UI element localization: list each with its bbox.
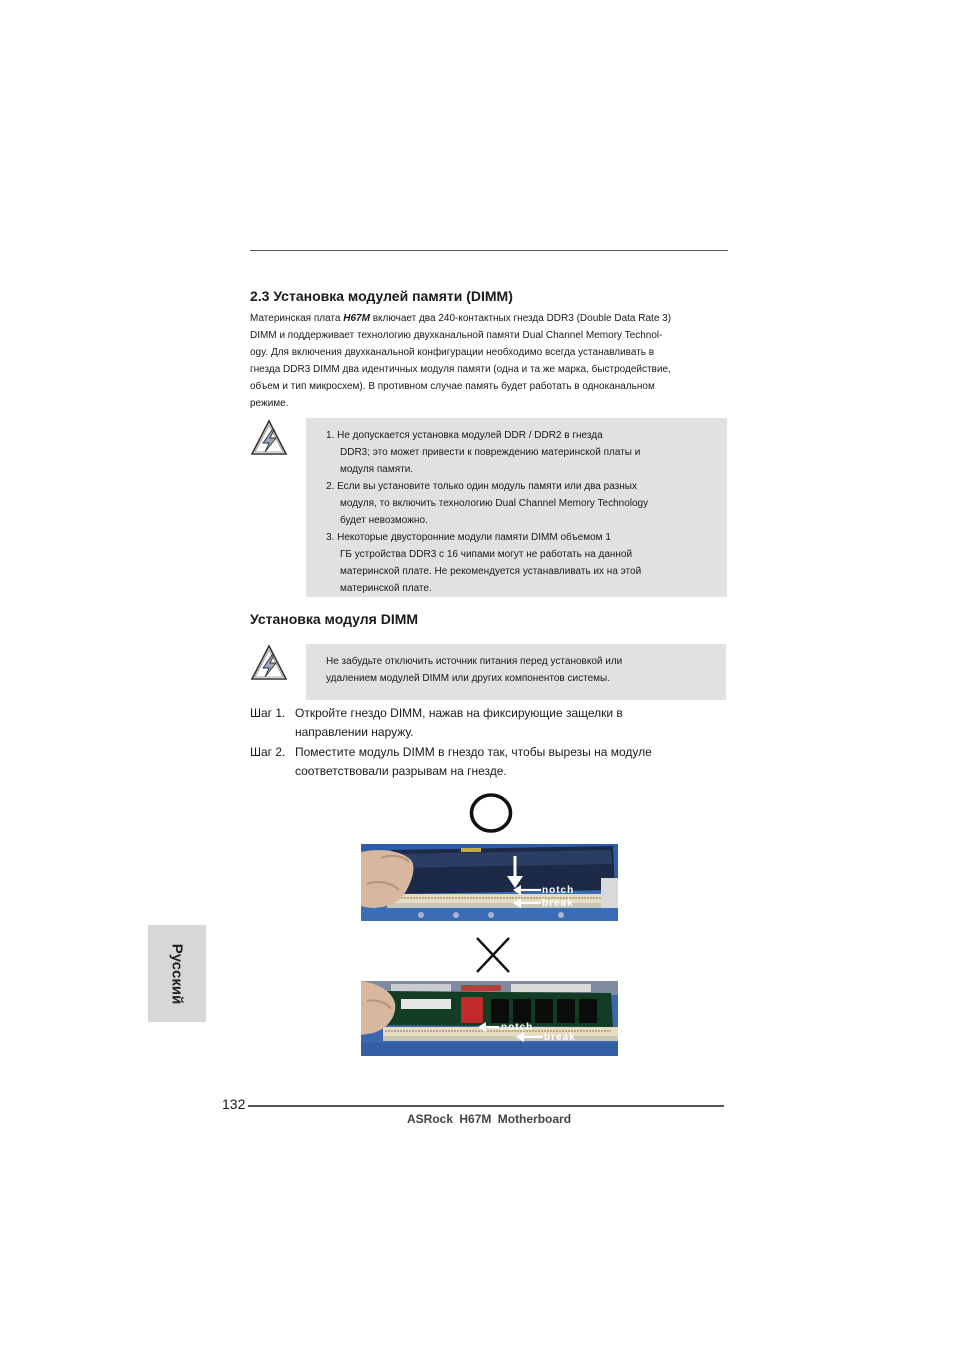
language-tab [148,925,206,1022]
step-2: Шаг 2. Поместите модуль DIMM в гнездо так, чтобы вырезы на модуле соответствовали разрывам на гнезде. [250,745,652,778]
intro-line: режиме. [250,398,289,409]
note-item: 1. Не допускается установка модулей DDR / DDR2 в гнезда DDR3; это может привести к повреждению материнской платы и модуля памяти. [326,430,641,475]
correct-install-photo [361,844,618,921]
intro-line: DIMM и поддерживает технологию двухканальной памяти Dual Channel Memory Technol- [250,330,663,341]
incorrect-install-illustration [361,981,618,1056]
intro-line: ogy. Для включения двухканальной конфигурации необходимо всегда устанавливать в [250,347,655,358]
step-label: Шаг 2. [250,745,286,759]
warning-icon [249,418,289,458]
header-rule [250,250,728,251]
language-tab-label: Русский [168,943,186,1004]
note-item: 3. Некоторые двусторонние модули памяти DIMM объемом 1 ГБ устройства DDR3 с 16 чипами могут не работать на данной материнской плате. Не рекомендуется устанавливать их на этой материнской плате. [326,532,642,594]
break-label: break [542,898,574,909]
power-warning-text: Не забудьте отключить источник питания перед установкой или удалением модулей DIMM или других компонентов системы. [326,656,623,684]
incorrect-cross-icon [475,936,511,974]
intro-paragraph [250,310,728,412]
notes-list [326,427,648,597]
model-name: H67M [343,313,370,324]
footer-rule [248,1105,724,1107]
intro-line: гнезда DDR3 DIMM два идентичных модуля памяти (одна и та же марка, быстродействие, [250,364,671,375]
page-number: 132 [222,1096,246,1112]
section-title: 2.3 Установка модулей памяти (DIMM) [250,288,513,304]
incorrect-install-photo [361,981,618,1056]
power-warning-box [306,644,726,700]
footer-text: ASRock H67M Motherboard [407,1112,572,1126]
step-label: Шаг 1. [250,706,286,720]
intro-first-line: Материнская плата H67M включает два 240-контактных гнезда DDR3 (Double Data Rate 3) [250,313,672,324]
notes-box [306,418,727,597]
note-item: 2. Если вы установите только один модуль памяти или два разных модуля, то включить технологию Dual Channel Memory Technology будет невозможно. [326,481,649,526]
correct-circle-icon [468,792,514,834]
step-1: Шаг 1. Откройте гнездо DIMM, нажав на фиксирующие защелки в направлении наружу. [250,706,623,739]
notch-label: notch [501,1022,534,1033]
warning-icon [249,643,289,683]
install-title: Установка модуля DIMM [250,611,419,627]
intro-line: объем и тип микросхем). В противном случае память будет работать в одноканальном [250,381,655,392]
break-label: break [544,1032,576,1043]
notch-label: notch [542,885,575,896]
correct-install-illustration [361,844,618,921]
